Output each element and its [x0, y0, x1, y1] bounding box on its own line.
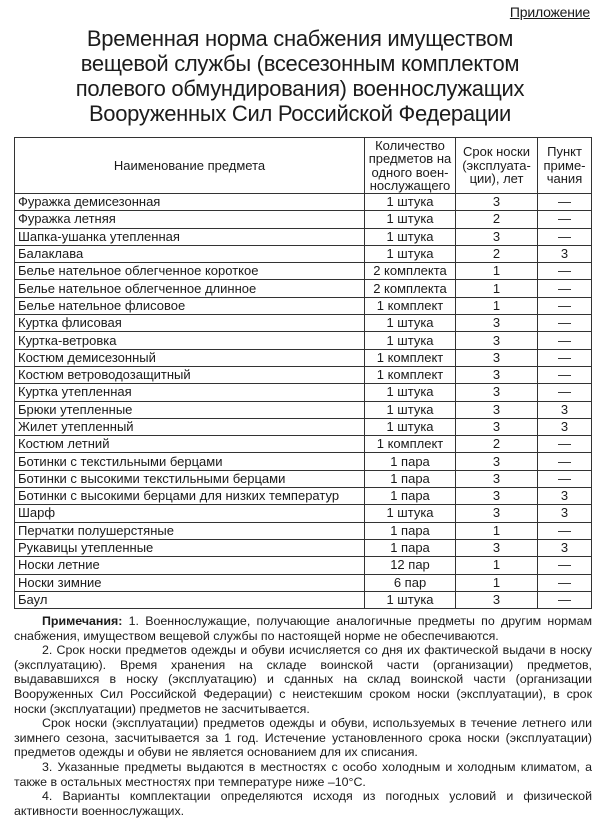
table-row — [15, 436, 592, 453]
table-row — [15, 194, 592, 211]
title-line: вещевой службы (всесезонным комплектом — [80, 51, 520, 76]
item-name-cell: Перчатки полушерстяные — [15, 522, 365, 539]
quantity-cell: 1 пара — [365, 453, 456, 470]
term-cell: 2 — [456, 436, 538, 453]
header-text: ции), лет — [469, 171, 524, 187]
note-cell: — — [538, 297, 592, 314]
header-text: чания — [546, 171, 583, 187]
quantity-cell: 1 штука — [365, 401, 456, 418]
quantity-cell: 1 штука — [365, 315, 456, 332]
table-row — [15, 505, 592, 522]
item-name-cell: Костюм демисезонный — [15, 349, 365, 366]
item-name-cell: Фуражка демисезонная — [15, 194, 365, 211]
item-name-cell: Костюм летний — [15, 436, 365, 453]
table-row — [15, 401, 592, 418]
table-row — [15, 280, 592, 297]
term-cell: 3 — [456, 470, 538, 487]
header-text: Пункт — [547, 144, 582, 160]
table-row — [15, 263, 592, 280]
item-name-cell: Белье нательное облегченное длинное — [15, 280, 365, 297]
note-cell: — — [538, 211, 592, 228]
note-cell: 3 — [538, 418, 592, 435]
term-cell: 1 — [456, 522, 538, 539]
term-cell: 3 — [456, 194, 538, 211]
item-name-cell: Белье нательное флисовое — [15, 297, 365, 314]
note-cell: — — [538, 436, 592, 453]
column-header-name — [15, 138, 365, 194]
table-header-row — [15, 138, 592, 194]
term-cell: 3 — [456, 366, 538, 383]
term-cell: 1 — [456, 557, 538, 574]
item-name-cell: Носки летние — [15, 557, 365, 574]
note-cell: — — [538, 263, 592, 280]
column-header-note — [538, 138, 592, 194]
item-name-cell: Носки зимние — [15, 574, 365, 591]
table-row — [15, 332, 592, 349]
note-cell: 3 — [538, 539, 592, 556]
table-row — [15, 384, 592, 401]
term-cell: 1 — [456, 297, 538, 314]
notes-section — [14, 614, 592, 818]
quantity-cell: 1 пара — [365, 539, 456, 556]
quantity-cell: 12 пар — [365, 557, 456, 574]
column-header-term — [456, 138, 538, 194]
quantity-cell: 1 пара — [365, 488, 456, 505]
note-cell: — — [538, 332, 592, 349]
note-paragraph: 3. Указанные предметы выдаются в местностях с особо холодным и холодным климатом, а также в остальных местностях при температуре ниже –10°С. — [14, 759, 592, 789]
quantity-cell: 1 пара — [365, 470, 456, 487]
item-name-cell: Белье нательное облегченное короткое — [15, 263, 365, 280]
term-cell: 3 — [456, 349, 538, 366]
quantity-cell: 2 комплекта — [365, 280, 456, 297]
note-cell: — — [538, 315, 592, 332]
note-cell: — — [538, 366, 592, 383]
note-paragraph: 2. Срок носки предметов одежды и обуви исчисляется со дня их фактической выдачи в носку (эксплуатацию). Время хранения на складе воинской части (организации) предметов, выдававшихся в носку (эксплуатацию) и сданных на склад воинской части (организации Вооруженных Сил Российской Федерации) с неистекшим сроком носки (эксплуатации), в срок носки (эксплуатации) предметов не засчитывается. — [14, 643, 592, 716]
quantity-cell: 1 штука — [365, 211, 456, 228]
item-name-cell: Ботинки с высокими берцами для низких температур — [15, 488, 365, 505]
header-text: Наименование предмета — [113, 157, 266, 173]
quantity-cell: 1 комплект — [365, 436, 456, 453]
quantity-cell: 1 комплект — [365, 297, 456, 314]
quantity-cell: 1 штука — [365, 332, 456, 349]
column-header-quantity — [365, 138, 456, 194]
note-cell: — — [538, 280, 592, 297]
term-cell: 3 — [456, 591, 538, 608]
quantity-cell: 1 штука — [365, 418, 456, 435]
table-row — [15, 539, 592, 556]
header-text: приме- — [543, 157, 586, 173]
quantity-cell: 1 штука — [365, 384, 456, 401]
quantity-cell: 1 штука — [365, 194, 456, 211]
quantity-cell: 1 штука — [365, 228, 456, 245]
item-name-cell: Шапка-ушанка утепленная — [15, 228, 365, 245]
note-cell: — — [538, 557, 592, 574]
term-cell: 3 — [456, 453, 538, 470]
supply-norm-table — [14, 137, 592, 609]
note-cell: 3 — [538, 505, 592, 522]
table-row — [15, 228, 592, 245]
term-cell: 3 — [456, 539, 538, 556]
item-name-cell: Жилет утепленный — [15, 418, 365, 435]
term-cell: 3 — [456, 332, 538, 349]
table-row — [15, 315, 592, 332]
item-name-cell: Рукавицы утепленные — [15, 539, 365, 556]
table-row — [15, 574, 592, 591]
term-cell: 3 — [456, 401, 538, 418]
table-row — [15, 453, 592, 470]
title-line: полевого обмундирования) военнослужащих — [75, 76, 525, 101]
term-cell: 3 — [456, 228, 538, 245]
quantity-cell: 2 комплекта — [365, 263, 456, 280]
table-row — [15, 557, 592, 574]
note-text: 1. Военнослужащие, получающие аналогичные предметы по другим нормам снабжения, имуществом вещевой службы по настоящей норме не обеспечиваются. — [14, 614, 592, 643]
table-row — [15, 297, 592, 314]
quantity-cell: 6 пар — [365, 574, 456, 591]
table-row — [15, 488, 592, 505]
quantity-cell: 1 комплект — [365, 366, 456, 383]
term-cell: 3 — [456, 384, 538, 401]
table-row — [15, 470, 592, 487]
table-row — [15, 245, 592, 262]
note-paragraph: 4. Варианты комплектации определяются исходя из погодных условий и физической активности военнослужащих. — [14, 789, 592, 818]
quantity-cell: 1 пара — [365, 522, 456, 539]
item-name-cell: Ботинки с высокими текстильными берцами — [15, 470, 365, 487]
quantity-cell: 1 комплект — [365, 349, 456, 366]
table-row — [15, 211, 592, 228]
quantity-cell: 1 штука — [365, 245, 456, 262]
note-cell: 3 — [538, 401, 592, 418]
note-cell: — — [538, 194, 592, 211]
title-line: Временная норма снабжения имуществом — [86, 26, 514, 51]
table-row — [15, 349, 592, 366]
term-cell: 2 — [456, 211, 538, 228]
note-cell: — — [538, 591, 592, 608]
note-cell: — — [538, 453, 592, 470]
item-name-cell: Баул — [15, 591, 365, 608]
term-cell: 2 — [456, 245, 538, 262]
item-name-cell: Балаклава — [15, 245, 365, 262]
item-name-cell: Костюм ветроводозащитный — [15, 366, 365, 383]
note-cell: — — [538, 574, 592, 591]
note-cell: — — [538, 228, 592, 245]
term-cell: 3 — [456, 505, 538, 522]
item-name-cell: Ботинки с текстильными берцами — [15, 453, 365, 470]
item-name-cell: Брюки утепленные — [15, 401, 365, 418]
note-paragraph: Срок носки (эксплуатации) предметов одежды и обуви, используемых в течение летнего или зимнего сезона, засчитывается за 1 год. Истечение установленного срока носки (эксплуатации) предметов одежды и обуви не является основанием для их списания. — [14, 716, 592, 760]
document-title — [0, 26, 600, 126]
note-paragraph — [14, 614, 592, 643]
table-row — [15, 591, 592, 608]
header-text: Количество — [375, 137, 445, 153]
note-cell: 3 — [538, 245, 592, 262]
note-cell: — — [538, 349, 592, 366]
term-cell: 3 — [456, 418, 538, 435]
table-row — [15, 366, 592, 383]
title-line: Вооруженных Сил Российской Федерации — [88, 101, 512, 126]
quantity-cell: 1 штука — [365, 505, 456, 522]
header-text: Срок носки — [462, 144, 530, 160]
notes-label: Примечания: — [42, 614, 123, 628]
term-cell: 1 — [456, 263, 538, 280]
table-row — [15, 522, 592, 539]
note-cell: — — [538, 384, 592, 401]
term-cell: 3 — [456, 315, 538, 332]
term-cell: 1 — [456, 280, 538, 297]
term-cell: 1 — [456, 574, 538, 591]
note-cell: — — [538, 470, 592, 487]
note-cell: — — [538, 522, 592, 539]
table-row — [15, 418, 592, 435]
quantity-cell: 1 штука — [365, 591, 456, 608]
header-text: (эксплуата- — [462, 157, 531, 173]
note-cell: 3 — [538, 488, 592, 505]
item-name-cell: Куртка флисовая — [15, 315, 365, 332]
item-name-cell: Фуражка летняя — [15, 211, 365, 228]
term-cell: 3 — [456, 488, 538, 505]
item-name-cell: Куртка-ветровка — [15, 332, 365, 349]
header-text: одного воен- — [371, 164, 449, 180]
item-name-cell: Куртка утепленная — [15, 384, 365, 401]
appendix-label: Приложение — [509, 4, 590, 20]
header-text: предметов на — [368, 151, 452, 166]
header-text: нослужащего — [369, 178, 451, 193]
item-name-cell: Шарф — [15, 505, 365, 522]
